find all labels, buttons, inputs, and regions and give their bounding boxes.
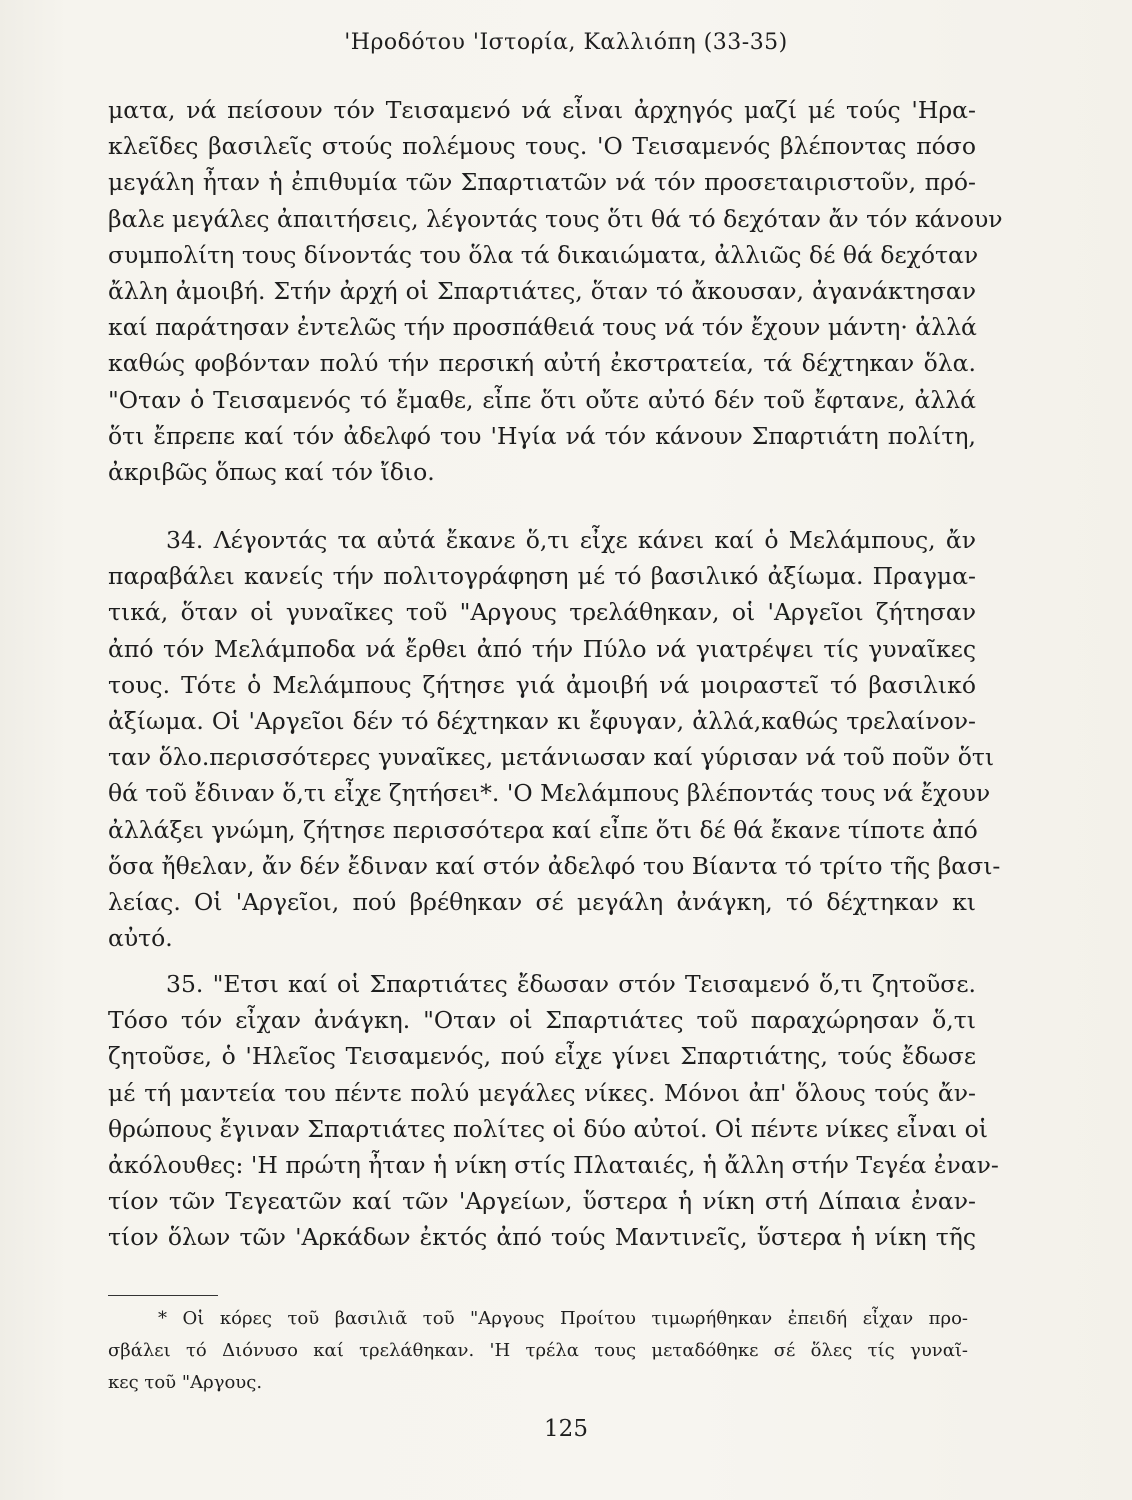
text-line: θρώπους ἔγιναν Σπαρτιάτες πολίτες οἱ δύο αὐτοί. Οἱ πέντε νίκες εἶναι οἱ	[108, 1114, 988, 1143]
text-line: 35. "Ετσι καί οἱ Σπαρτιάτες ἔδωσαν στόν Τεισαμενό ὅ,τι ζητοῦσε.	[166, 970, 976, 998]
text-line: καθώς φοβόνταν πολύ τήν περσική αὐτή ἐκστρατεία, τά δέχτηκαν ὅλα.	[108, 349, 976, 378]
page-number: 125	[544, 1416, 588, 1442]
text-line: λείας. Οἱ 'Αργεῖοι, πού βρέθηκαν σέ μεγάλη ἀνάγκη, τό δέχτηκαν κι	[108, 888, 976, 917]
paragraph-34	[108, 522, 1001, 956]
text-line: κλεῖδες βασιλεῖς στούς πολέμους τους. 'Ο Τεισαμενός βλέποντας πόσο	[108, 132, 976, 161]
footnote-line: σβάλει τό Διόνυσο καί τρελάθηκαν. 'Η τρέλα τους μεταδόθηκε σέ ὅλες τίς γυναῖ-	[108, 1340, 968, 1361]
paragraph-35	[108, 966, 999, 1256]
footnote-line: κες τοῦ "Αργους.	[108, 1372, 263, 1393]
text-line: αὐτό.	[108, 924, 173, 953]
text-line: τους. Τότε ὁ Μελάμπους ζήτησε γιά ἀμοιβή νά μοιραστεῖ τό βασιλικό	[108, 670, 976, 699]
text-line: ματα, νά πείσουν τόν Τεισαμενό νά εἶναι ἀρχηγός μαζί μέ τούς 'Ηρα-	[108, 96, 976, 124]
text-line: ὅτι ἔπρεπε καί τόν ἀδελφό του 'Ηγία νά τόν κάνουν Σπαρτιάτη πολίτη,	[108, 421, 976, 450]
text-line: τίον ὅλων τῶν 'Αρκάδων ἐκτός ἀπό τούς Μαντινεῖς, ὕστερα ἡ νίκη τῆς	[108, 1223, 976, 1252]
text-line: ἀπό τόν Μελάμποδα νά ἔρθει ἀπό τήν Πύλο νά γιατρέψει τίς γυναῖκες	[108, 634, 976, 663]
footnote-line: * Οἱ κόρες τοῦ βασιλιᾶ τοῦ "Αργους Προίτου τιμωρήθηκαν ἐπειδή εἶχαν προ-	[158, 1308, 968, 1329]
text-line: βαλε μεγάλες ἀπαιτήσεις, λέγοντάς τους ὅτι θά τό δεχόταν ἄν τόν κάνουν	[108, 204, 1003, 233]
running-title: 'Ηροδότου 'Ιστορία, Καλλιόπη (33-35)	[344, 30, 788, 55]
text-line: συμπολίτη τους δίνοντάς του ὅλα τά δικαιώματα, ἀλλιῶς δέ θά δεχόταν	[108, 240, 979, 269]
text-line: μεγάλη ἦταν ἡ ἐπιθυμία τῶν Σπαρτιατῶν νά τόν προσεταιριστοῦν, πρό-	[108, 168, 976, 197]
text-line: "Οταν ὁ Τεισαμενός τό ἔμαθε, εἶπε ὅτι οὔτε αὐτό δέν τοῦ ἔφτανε, ἀλλά	[108, 385, 976, 414]
text-line: τίον τῶν Τεγεατῶν καί τῶν 'Αργείων, ὕστερα ἡ νίκη στή Δίπαια ἐναν-	[108, 1187, 976, 1216]
text-line: Τόσο τόν εἶχαν ἀνάγκη. "Οταν οἱ Σπαρτιάτες τοῦ παραχώρησαν ὅ,τι	[108, 1006, 976, 1035]
text-line: ἀξίωμα. Οἱ 'Αργεῖοι δέν τό δέχτηκαν κι ἔφυγαν, ἀλλά,καθώς τρελαίνον-	[108, 707, 976, 736]
footnote-divider	[108, 1295, 218, 1296]
paragraph-continuation	[108, 92, 1003, 490]
text-line: ἄλλη ἀμοιβή. Στήν ἀρχή οἱ Σπαρτιάτες, ὅταν τό ἄκουσαν, ἀγανάκτησαν	[108, 277, 976, 306]
text-line: ὅσα ἤθελαν, ἄν δέν ἔδιναν καί στόν ἀδελφό του Βίαντα τό τρίτο τῆς βασι-	[108, 851, 1001, 880]
text-line: ταν ὅλο.περισσότερες γυναῖκες, μετάνιωσαν καί γύρισαν νά τοῦ ποῦν ὅτι	[108, 743, 995, 772]
text-line: τικά, ὅταν οἱ γυναῖκες τοῦ "Αργους τρελάθηκαν, οἱ 'Αργεῖοι ζήτησαν	[108, 598, 976, 627]
text-line: παραβάλει κανείς τήν πολιτογράφηση μέ τό βασιλικό ἀξίωμα. Πραγμα-	[108, 562, 976, 591]
text-line: μέ τή μαντεία του πέντε πολύ μεγάλες νίκες. Μόνοι ἀπ' ὅλους τούς ἄν-	[108, 1078, 976, 1107]
text-line: 34. Λέγοντάς τα αὐτά ἔκανε ὅ,τι εἶχε κάνει καί ὁ Μελάμπους, ἄν	[166, 526, 976, 554]
text-line: καί παράτησαν ἐντελῶς τήν προσπάθειά τους νά τόν ἔχουν μάντη· ἀλλά	[108, 313, 977, 342]
text-line: ἀλλάξει γνώμη, ζήτησε περισσότερα καί εἶπε ὅτι δέ θά ἔκανε τίποτε ἀπό	[108, 815, 978, 844]
text-line: ζητοῦσε, ὁ 'Ηλεῖος Τεισαμενός, πού εἶχε γίνει Σπαρτιάτης, τούς ἔδωσε	[108, 1042, 976, 1071]
text-line: ἀκριβῶς ὅπως καί τόν ἴδιο.	[108, 458, 435, 487]
text-line: ἀκόλουθες: 'Η πρώτη ἦταν ἡ νίκη στίς Πλαταιές, ἡ ἄλλη στήν Τεγέα ἐναν-	[108, 1151, 999, 1180]
footnote	[108, 1303, 968, 1399]
text-line: θά τοῦ ἔδιναν ὅ,τι εἶχε ζητήσει*. 'Ο Μελάμπους βλέποντάς τους νά ἔχουν	[108, 779, 991, 808]
